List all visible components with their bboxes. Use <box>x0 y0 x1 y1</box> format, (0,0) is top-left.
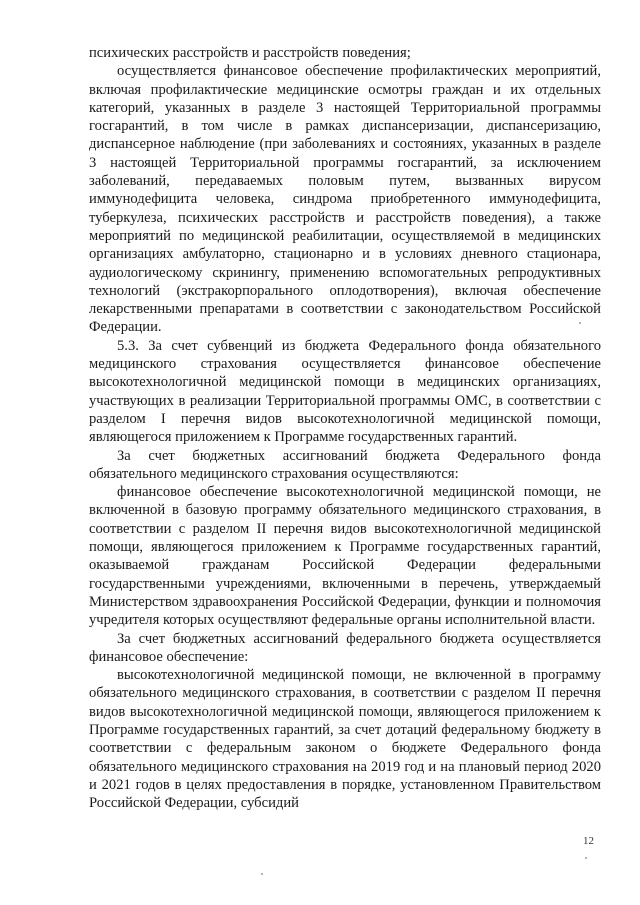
paragraph-4: За счет бюджетных ассигнований бюджета Федерального фонда обязательного медицинского страхования осуществляются: <box>89 447 601 482</box>
paragraph-7: высокотехнологичной медицинской помощи, не включенной в программу обязательного медицинского страхования, в соответствии с разделом II перечня видов высокотехнологичной медицинской помощи, являющегося приложением к Программе государственных гарантий, за счет дотаций федеральному бюджету в соответствии с федеральным законом о бюджете Федерального фонда обязательного медицинского страхования на 2019 год и на плановый период 2020 и 2021 годов в целях предоставления в порядке, установленном Правительством Российской Федерации, субсидий <box>89 667 601 812</box>
paragraph-5: финансовое обеспечение высокотехнологичной медицинской помощи, не включенной в базовую программу обязательного медицинского страхования, в соответствии с разделом II перечня видов высокотехнологичной медицинской помощи, являющегося приложением к Программе государственных гарантий, оказываемой гражданам Российской Федерации федеральными государственными учреждениями, включенными в перечень, утверждаемый Министерством здравоохранения Российской Федерации, функции и полномочия учредителя которых осуществляют федеральные органы исполнительной власти. <box>89 484 601 629</box>
scan-speck <box>585 857 587 859</box>
paragraph-6: За счет бюджетных ассигнований федерального бюджета осуществляется финансовое обеспечение: <box>89 630 601 665</box>
scan-speck <box>579 322 581 324</box>
document-body <box>89 44 601 812</box>
paragraph-3: 5.3. За счет субвенций из бюджета Федерального фонда обязательного медицинского страхования осуществляется финансовое обеспечение высокотехнологичной медицинской помощи в медицинских организациях, участвующих в реализации Территориальной программы ОМС, в соответствии с разделом I перечня видов высокотехнологичной медицинской помощи, являющегося приложением к Программе государственных гарантий. <box>89 337 601 446</box>
paragraph-2: осуществляется финансовое обеспечение профилактических мероприятий, включая профилактические медицинские осмотры граждан и их отдельных категорий, указанных в разделе 3 настоящей Территориальной программы госгарантий, в том числе в рамках диспансеризации, диспансеризацию, диспансерное наблюдение (при заболеваниях и состояниях, указанных в разделе 3 настоящей Территориальной программы госгарантий, за исключением заболеваний, передаваемых половым путем, вызванных вирусом иммунодефицита человека, синдрома приобретенного иммунодефицита, туберкулеза, психических расстройств и расстройств поведения), а также мероприятий по медицинской реабилитации, осуществляемой в медицинских организациях амбулаторно, стационарно и в условиях дневного стационара, аудиологическому скринингу, применению вспомогательных репродуктивных технологий (экстракорпорального оплодотворения), включая обеспечение лекарственными препаратами в соответствии с законодательством Российской Федерации. <box>89 63 601 336</box>
paragraph-1: психических расстройств и расстройств поведения; <box>89 45 411 61</box>
scan-speck <box>261 873 263 875</box>
page-number: 12 <box>583 835 594 847</box>
